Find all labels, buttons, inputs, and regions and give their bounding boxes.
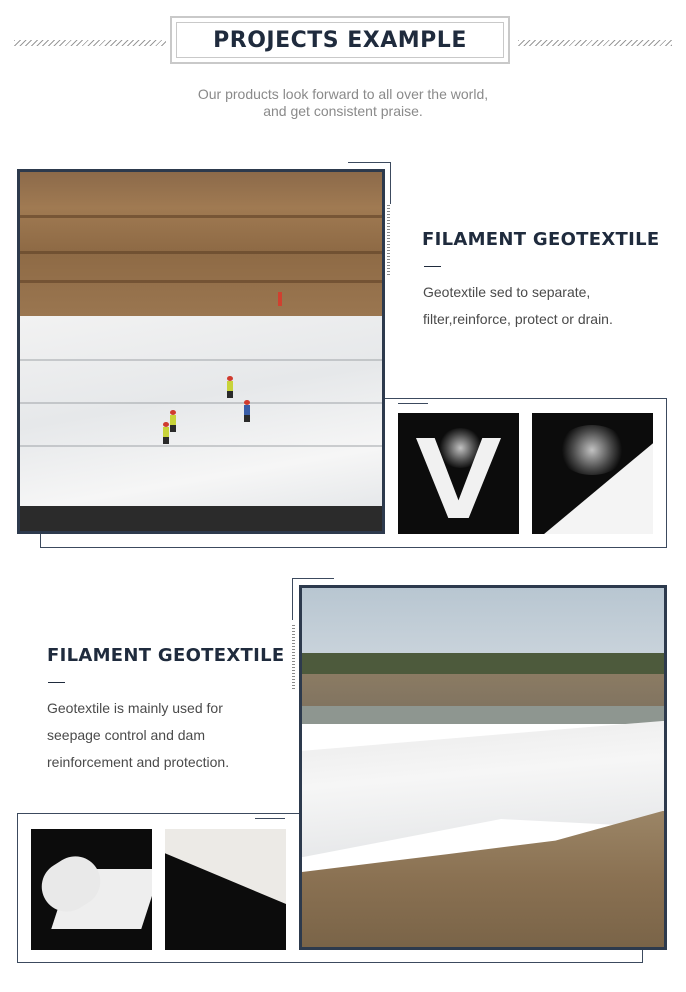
photo1-geotextile-sheet (20, 316, 382, 531)
section2-dotted-line (292, 625, 295, 690)
title-frame (170, 16, 510, 64)
photo1-terrace-line (20, 215, 382, 218)
subtitle-line-2: and get consistent praise. (263, 103, 423, 119)
photo2-sky (302, 588, 664, 656)
section1-corner-side (390, 162, 391, 204)
geotextile-roll-image (31, 829, 152, 950)
worker-figure (170, 410, 176, 432)
section2-heading-dash (48, 682, 65, 683)
section1-dotted-line (387, 205, 390, 275)
fiber-cluster (438, 428, 483, 468)
section1-heading: FILAMENT GEOTEXTILE (422, 229, 660, 250)
photo1-marker-post (278, 292, 282, 306)
site-photo-2 (299, 585, 667, 950)
photo2-treeline (302, 653, 664, 675)
subtitle-line-1: Our products look forward to all over the world, (197, 86, 489, 102)
photo1-terrace-line (20, 280, 382, 283)
fiber-v-sample-image (398, 413, 519, 534)
geotextile-fabric-image (165, 829, 286, 950)
photo1-dirt-slope (20, 172, 382, 316)
section1-desc-line-2: filter,reinforce, protect or drain. (423, 311, 613, 327)
section1-corner-top (348, 162, 390, 163)
worker-figure (244, 400, 250, 422)
photo1-dark-membrane (20, 506, 382, 531)
section2-heading: FILAMENT GEOTEXTILE (47, 645, 285, 666)
fabric-surface (165, 829, 286, 950)
section2-corner-side (292, 578, 293, 620)
header-right-decoration (518, 40, 672, 46)
worker-figure (163, 422, 169, 444)
photo1-terrace-line (20, 251, 382, 254)
page-title: PROJECTS EXAMPLE (176, 22, 504, 58)
fiber-closeup-image (532, 413, 653, 534)
site-photo-1 (17, 169, 385, 534)
photo2-water (302, 706, 664, 724)
photo1-sheet-seam (20, 402, 382, 404)
photo1-sheet-seam (20, 445, 382, 447)
header-left-decoration (14, 40, 166, 46)
section2-outline-tab (255, 818, 285, 819)
section2-desc-line-3: reinforcement and protection. (47, 754, 230, 770)
photo1-sheet-seam (20, 359, 382, 361)
fiber-cluster (557, 425, 627, 475)
section2-desc-line-1: Geotextile is mainly used for (47, 700, 223, 716)
section1-heading-dash (424, 266, 441, 267)
section1-outline-tab (398, 403, 428, 404)
section2-desc-line-2: seepage control and dam (47, 727, 205, 743)
worker-figure (227, 376, 233, 398)
section1-desc-line-1: Geotextile sed to separate, (423, 284, 591, 300)
section2-corner-top (292, 578, 334, 579)
